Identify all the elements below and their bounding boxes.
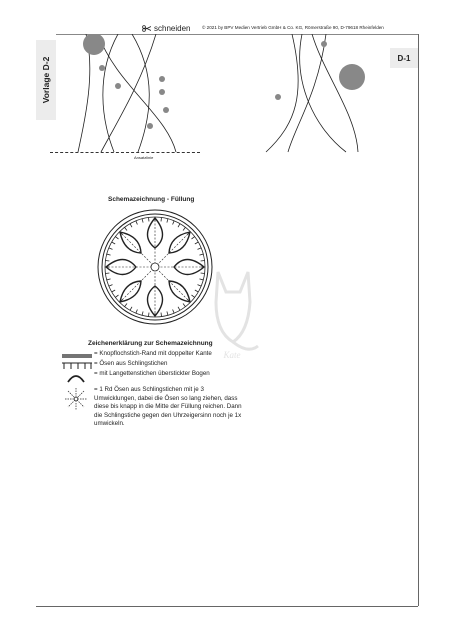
cut-line-label: Ansatzlinie — [134, 155, 154, 160]
scissors-icon — [142, 25, 151, 32]
cut-line — [50, 152, 200, 153]
schema-title: Schemazeichnung - Füllung — [108, 196, 195, 203]
eyelet-tick — [107, 254, 111, 255]
template-label-left — [36, 40, 56, 120]
eyelet-tick — [115, 295, 118, 297]
eyelet-tick — [105, 260, 109, 261]
eyelet-tick — [199, 254, 203, 255]
eyelet-tick — [105, 273, 109, 274]
schema-drawing — [96, 208, 214, 326]
eyelet-tick — [173, 221, 175, 225]
legend-item-text: = Ösen aus Schlingstichen — [94, 360, 168, 367]
legend-item-text: = mit Langettenstichen überstickter Bogen — [94, 370, 210, 377]
pattern-drawing-top — [56, 34, 418, 159]
brand-logo — [142, 24, 190, 33]
eyelet-tick — [183, 303, 185, 306]
eyelet-tick — [142, 219, 143, 223]
eyelet-tick — [136, 309, 138, 313]
eyelet-tick — [183, 227, 185, 230]
eyelet-tick — [197, 248, 201, 250]
starburst-icon — [62, 386, 94, 412]
cat-watermark-icon — [198, 262, 268, 362]
eyelet-tick — [173, 309, 175, 313]
eyelet-tick — [107, 279, 111, 280]
eyelet-tick — [201, 260, 205, 261]
eyelet-tick — [148, 217, 149, 221]
template-label-right: D-1 — [390, 48, 418, 68]
eyelet-tick — [167, 219, 168, 223]
eyelet-tick — [125, 227, 127, 230]
copyright-text: © 2021 by BPV Medien Vertrieb GmbH & Co. KG, Römerstraße 90, D-79618 Rheinfelden — [202, 25, 384, 30]
eyelet-tick — [191, 295, 194, 297]
legend-title: Zeichenerklärung zur Schemazeichnung — [88, 340, 213, 347]
legend-item-text: = Knopflochstich-Rand mit doppelter Kante — [94, 350, 212, 357]
frame-right-line — [418, 34, 419, 606]
template-label-left-text: Vorlage D-2 — [41, 56, 51, 104]
eyelet-tick — [130, 307, 132, 310]
eyelet-tick — [142, 311, 143, 315]
eyelet-tick — [191, 237, 194, 239]
legend-item — [62, 386, 244, 429]
eyelet-tick — [125, 303, 127, 306]
brand-name: schneiden — [154, 24, 191, 33]
circle-large-left — [83, 34, 105, 55]
eyelet-tick — [109, 248, 113, 250]
eyelet-tick — [136, 221, 138, 225]
legend-item — [62, 370, 254, 382]
eyelet-tick — [112, 290, 115, 292]
eyelet-tick — [130, 224, 132, 227]
eyelet-tick — [109, 285, 113, 287]
eyelet-tick — [161, 217, 162, 221]
arch-icon — [62, 370, 94, 382]
watermark-text: Kate — [223, 350, 241, 360]
eyelet-tick — [161, 313, 162, 317]
frame-bottom-line — [36, 606, 418, 607]
legend-item-text: = 1 Rd Ösen aus Schlingstichen mit je 3 Umwicklungen, dabei die Ösen so lang ziehen, dass diese bis knapp in die Mitte der Füllung reichen. Dann die Schlingstiche gegen den Uhrzeigersinn noch je 1x umwickeln. — [94, 386, 242, 428]
circle-large-right — [339, 64, 365, 90]
eyelet-tick — [148, 313, 149, 317]
eyelet-tick — [112, 242, 115, 244]
eyelet-tick — [178, 307, 180, 310]
eyelet-tick — [178, 224, 180, 227]
eyelet-tick — [167, 311, 168, 315]
eyelet-tick — [195, 242, 198, 244]
eyelet-tick — [115, 237, 118, 239]
